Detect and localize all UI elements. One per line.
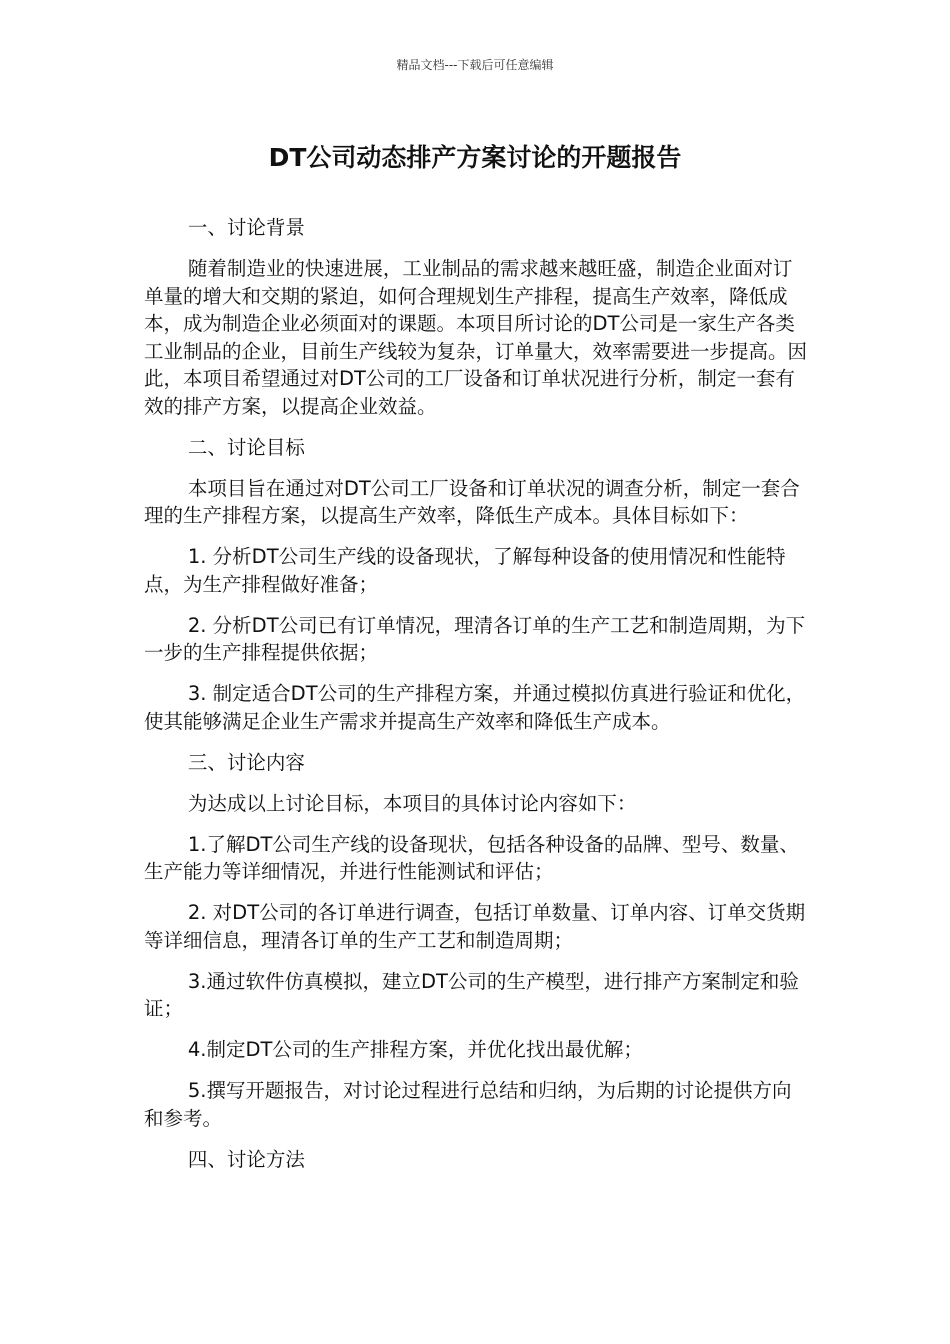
objectives-intro: 本项目旨在通过对DT公司工厂设备和订单状况的调查分析，制定一套合理的生产排程方案，以提高生产效率，降低生产成本。具体目标如下：	[144, 476, 800, 527]
content-item-4: 4.制定DT公司的生产排程方案，并优化找出最优解；	[187, 1038, 643, 1061]
page-header: 精品文档---下载后可任意编辑	[396, 58, 554, 72]
section-heading-methods: 四、讨论方法	[187, 1147, 305, 1171]
background-paragraph: 随着制造业的快速进展，工业制品的需求越来越旺盛，制造企业面对订单量的增大和交期的紧迫，如何合理规划生产排程，提高生产效率，降低成本，成为制造企业必须面对的课题。本项目所讨论的DT公司是一家生产各类工业制品的企业，目前生产线较为复杂，订单量大，效率需要进一步提高。因此，本项目希望通过对DT公司的工厂设备和订单状况进行分析，制定一套有效的排产方案，以提高企业效益。	[144, 257, 808, 418]
content-item-1: 1.了解DT公司生产线的设备现状，包括各种设备的品牌、型号、数量、生产能力等详细情况，并进行性能测试和评估；	[144, 832, 799, 883]
content-item-5: 5.撰写开题报告，对讨论过程进行总结和归纳，为后期的讨论提供方向和参考。	[144, 1079, 792, 1130]
section-heading-objectives: 二、讨论目标	[187, 435, 305, 459]
content-intro: 为达成以上讨论目标，本项目的具体讨论内容如下：	[187, 791, 637, 815]
content-item-3: 3.通过软件仿真模拟，建立DT公司的生产模型，进行排产方案制定和验证；	[144, 969, 799, 1020]
objective-item-2: 2. 分析DT公司已有订单情况，理清各订单的生产工艺和制造周期，为下一步的生产排程提供依据；	[144, 613, 806, 664]
document-body	[144, 214, 808, 1187]
objective-item-3: 3. 制定适合DT公司的生产排程方案，并通过模拟仿真进行验证和优化，使其能够满足企业生产需求并提高生产效率和降低生产成本。	[144, 682, 806, 733]
objective-item-1: 1. 分析DT公司生产线的设备现状，了解每种设备的使用情况和性能特点，为生产排程做好准备；	[144, 545, 786, 596]
content-item-2: 2. 对DT公司的各订单进行调查，包括订单数量、订单内容、订单交货期等详细信息，理清各订单的生产工艺和制造周期；	[144, 901, 806, 952]
section-heading-background: 一、讨论背景	[187, 216, 305, 239]
section-heading-content: 三、讨论内容	[187, 750, 305, 774]
document-title: DT公司动态排产方案讨论的开题报告	[268, 143, 682, 172]
